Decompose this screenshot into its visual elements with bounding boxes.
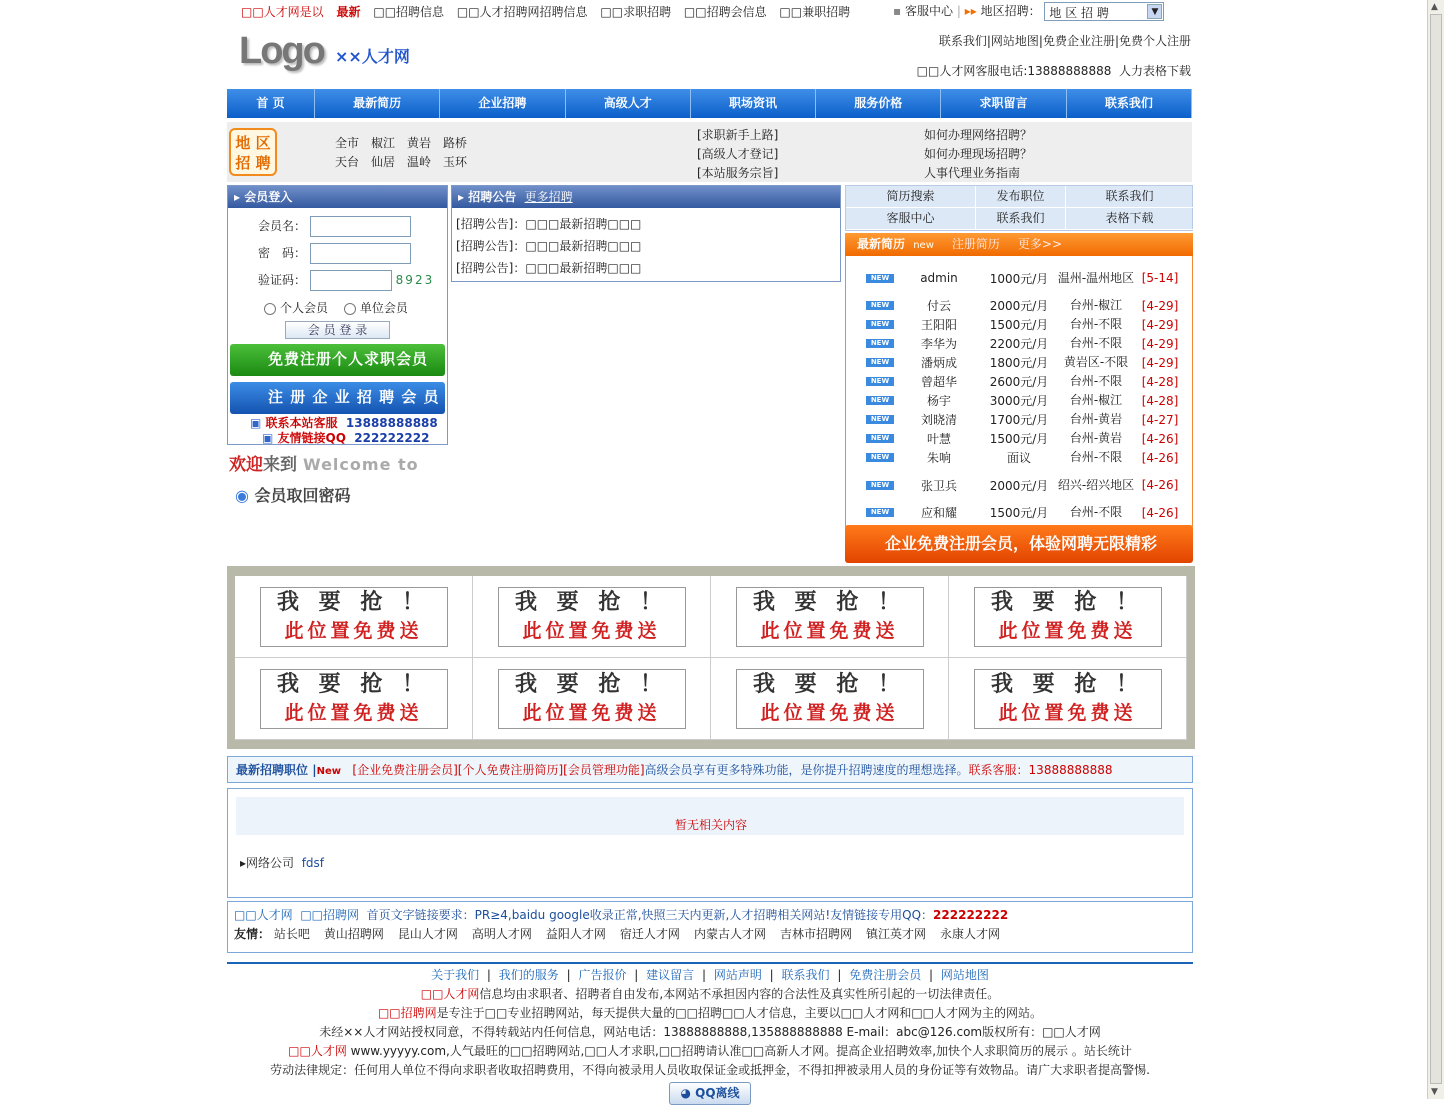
new-badge-icon: NEW [866, 301, 894, 310]
new-badge-icon: NEW [866, 320, 894, 329]
region-badge: 地 区 招 聘 [229, 128, 277, 176]
latest-jobs-box [227, 788, 1193, 898]
latest-label: 最新 [336, 5, 361, 19]
faq-link[interactable]: 如何办理现场招聘？ [924, 147, 1033, 161]
site-name: ××人才网 [335, 47, 410, 66]
nav-resumes[interactable]: 最新简历 [315, 89, 440, 118]
footer-link[interactable]: 广告报价 [578, 968, 627, 982]
resume-location: 温州-温州地区 [1057, 270, 1135, 285]
resume-row[interactable] [846, 260, 1192, 296]
login-header: ▸ 会员登入 [228, 186, 447, 208]
resume-location: 绍兴-绍兴地区 [1057, 477, 1135, 492]
faq-links [924, 126, 1032, 183]
service-link[interactable]: 客服中心 [904, 4, 953, 18]
resume-salary: 1000元/月 [989, 271, 1049, 286]
resume-row[interactable] [846, 429, 1192, 448]
resume-salary: 1800元/月 [989, 356, 1049, 370]
footer-link[interactable]: 建议留言 [646, 968, 695, 982]
main-nav [227, 89, 1192, 118]
ad-slot[interactable] [235, 658, 473, 740]
footer-link[interactable]: 免费注册会员 [849, 968, 922, 982]
site-logo[interactable]: Logo [239, 30, 324, 72]
footer: 关于我们 | 我们的服务 | 广告报价 | 建议留言 | 网站声明 | 联系我们 | 免费注册会员 | 网站地图 □□人才网信息均由求职者、招聘者自由发布,本网站不承担因内容的合法性及真实性所引起的一切法律责任。 □□招聘网是专注于□□专业招聘网站，每天提供大量的□□招聘□□人才信息，主要以□□人才网和□□人才网为主的网站。 未经××人才网站授权同意，不得转载站内任何信息，网站电话：13888888888,135888888888 E-mail：abc@126.com版权所有：□□人才网 □□人才网 www.yyyyy.com,人气最旺的□□招聘网站,□□人才求职,□□招聘请认准□□高新人才网。提高企业招聘效率,加快个人求职简历的展示 。站长统计 劳动法律规定：任何用人单位不得向求职者收取招聘费用，不得向被录用人员收取保证金或抵押金，不得扣押被录用人员的身份证等有效物品。请广大求职者提高警惕. ◕ QQ离线 [227, 962, 1193, 1105]
announcement-item[interactable]: [招聘公告]：□□□最新招聘□□□ [456, 261, 642, 275]
resume-date: [4-26] [1141, 505, 1179, 520]
job-row[interactable]: ▸网络公司 fdsf [240, 856, 325, 870]
footer-site-link[interactable]: □□招聘网 [300, 908, 360, 922]
resume-date: [4-29] [1141, 336, 1179, 351]
new-badge-icon: NEW [866, 377, 894, 386]
resume-location: 台州-椒江 [1069, 298, 1123, 312]
footer-link[interactable]: 联系我们 [781, 968, 830, 982]
tab-contact[interactable]: 联系我们 [1066, 186, 1194, 208]
nav-home[interactable]: 首 页 [227, 89, 315, 118]
resume-salary: 3000元/月 [989, 394, 1049, 408]
resume-name[interactable]: 李华为 [920, 337, 957, 351]
ad-box[interactable]: 我 要 抢 ！ 此位置免费送 [736, 669, 924, 729]
guide-link[interactable]: [高级人才登记] [697, 147, 779, 161]
resume-row[interactable] [846, 448, 1192, 467]
ad-box[interactable]: 我 要 抢 ！ 此位置免费送 [260, 669, 448, 729]
resume-location: 台州-不限 [1069, 317, 1123, 331]
resume-salary: 1500元/月 [989, 432, 1049, 446]
new-badge-icon: NEW [866, 434, 894, 443]
footer-site-link[interactable]: □□人才网 [234, 908, 293, 922]
footer-link[interactable]: 网站地图 [940, 968, 989, 982]
nav-contact[interactable]: 联系我们 [1067, 89, 1192, 118]
city-link[interactable]: 仙居 [371, 155, 396, 169]
nav-messages[interactable]: 求职留言 [941, 89, 1066, 118]
resume-salary: 1500元/月 [989, 506, 1049, 520]
city-link[interactable]: 全市 [335, 136, 360, 150]
ad-box[interactable]: 我 要 抢 ！ 此位置免费送 [974, 587, 1162, 647]
nav-pricing[interactable]: 服务价格 [816, 89, 941, 118]
scroll-down-icon[interactable]: ▼ [1431, 1087, 1438, 1097]
qq-icon: ◕ [680, 1086, 696, 1100]
city-link[interactable]: 黄岩 [407, 136, 432, 150]
faq-link[interactable]: 如何办理网络招聘？ [924, 128, 1033, 142]
tab-post-job[interactable]: 发布职位 [976, 186, 1066, 208]
resume-name[interactable]: 曾超华 [920, 375, 957, 389]
username-input[interactable] [310, 216, 411, 237]
resume-row[interactable] [846, 353, 1192, 372]
resume-name[interactable]: admin [920, 271, 958, 285]
footer-link[interactable]: 我们的服务 [498, 968, 559, 982]
company-radio[interactable] [344, 303, 356, 315]
ad-slot[interactable] [949, 576, 1187, 658]
region-band [227, 122, 1192, 182]
resume-date: [4-29] [1141, 298, 1179, 313]
arrow-icon: ▸ [458, 190, 469, 204]
scroll-up-icon[interactable]: ▲ [1431, 2, 1438, 12]
top-link[interactable]: □□招聘信息 [373, 5, 445, 19]
resume-name[interactable]: 王阳阳 [920, 318, 957, 332]
region-label: 地区招聘： [980, 4, 1041, 18]
captcha-row: 验证码： 8923 [258, 270, 434, 291]
resume-name[interactable]: 杨宇 [926, 394, 951, 408]
resume-location: 台州-不限 [1069, 336, 1123, 350]
new-badge-icon: NEW [866, 508, 894, 517]
retrieve-password-link[interactable]: ◉ 会员取回密码 [235, 486, 351, 505]
username-row: 会员名： [258, 216, 411, 237]
ad-slot[interactable] [711, 576, 949, 658]
top-bar: □□人才网是以 最新 □□招聘信息 □□人才招聘网招聘信息 □□求职招聘 □□招聘会信息 □□兼职招聘 ▪ 客服中心 | ▸▸ 地区招聘： 地 区 招 聘 ▼ [227, 0, 1195, 22]
new-badge-icon: NEW [866, 339, 894, 348]
more-resumes-link[interactable]: 更多>> [1017, 237, 1063, 251]
ad-slot[interactable] [473, 658, 711, 740]
nav-senior[interactable]: 高级人才 [566, 89, 691, 118]
resume-list [845, 256, 1193, 527]
personal-radio[interactable] [264, 303, 276, 315]
friend-link[interactable]: 内蒙古人才网 [693, 927, 766, 941]
ad-box[interactable]: 我 要 抢 ！ 此位置免费送 [498, 587, 686, 647]
scrollbar-thumb[interactable] [1430, 14, 1442, 1084]
square-icon: ▣ [262, 431, 278, 445]
resume-name[interactable]: 潘炳成 [920, 356, 957, 370]
city-link[interactable]: 玉环 [443, 155, 468, 169]
city-list [335, 134, 479, 172]
guide-link[interactable]: [求职新手上路] [697, 128, 779, 142]
resume-panel [845, 185, 1193, 527]
resume-date: [4-27] [1141, 412, 1179, 427]
password-row: 密 码： [258, 243, 411, 264]
region-select[interactable]: 地 区 招 聘 ▼ [1044, 2, 1164, 21]
resume-location: 台州-不限 [1069, 505, 1123, 519]
chevron-down-icon: ▼ [1147, 4, 1162, 19]
resume-salary: 2200元/月 [989, 337, 1049, 351]
resume-location: 台州-不限 [1069, 450, 1123, 464]
qq-offline-button[interactable]: ◕ QQ离线 [669, 1082, 750, 1105]
city-link[interactable]: 椒江 [371, 136, 396, 150]
friend-link[interactable]: 镇江英才网 [865, 927, 926, 941]
empty-message: 暂无相关内容 [674, 818, 747, 832]
ad-slot[interactable] [949, 658, 1187, 740]
friend-link[interactable]: 站长吧 [273, 927, 310, 941]
city-link[interactable]: 路桥 [443, 136, 468, 150]
resume-date: [4-29] [1141, 317, 1179, 332]
resume-row[interactable] [846, 410, 1192, 429]
resume-date: [4-26] [1141, 450, 1179, 465]
friend-link[interactable]: 黄山招聘网 [323, 927, 384, 941]
resume-location: 黄岩区-不限 [1063, 355, 1129, 369]
friend-link[interactable]: 宿迁人才网 [619, 927, 680, 941]
square-icon: ▣ [250, 416, 266, 430]
announcement-item[interactable]: [招聘公告]：□□□最新招聘□□□ [456, 239, 642, 253]
resume-row[interactable] [846, 334, 1192, 353]
top-link[interactable]: □□求职招聘 [600, 5, 672, 19]
captcha-image: 8923 [395, 273, 435, 287]
resume-row[interactable] [846, 467, 1192, 503]
new-badge-icon: NEW [866, 396, 894, 405]
company-register-banner[interactable]: 企业免费注册会员，体验网聘无限精彩 [845, 525, 1193, 563]
resume-salary: 1500元/月 [989, 318, 1049, 332]
welcome-banner: 欢迎来到 Welcome to [229, 455, 419, 475]
header-phone: □□人才网客服电话:13888888888 人力表格下载 [916, 64, 1191, 78]
footer-links: 关于我们 | 我们的服务 | 广告报价 | 建议留言 | 网站声明 | 联系我们 | 免费注册会员 | 网站地图 [431, 968, 989, 982]
arrow-icon: ▸▸ [964, 4, 977, 18]
resume-date: [4-28] [1141, 393, 1179, 408]
guide-link[interactable]: [本站服务宗旨] [697, 166, 779, 180]
friend-link[interactable]: 昆山人才网 [397, 927, 458, 941]
new-badge-icon: NEW [866, 358, 894, 367]
resume-location: 台州-黄岩 [1069, 412, 1123, 426]
ad-slot[interactable] [473, 576, 711, 658]
resume-salary: 2600元/月 [989, 375, 1049, 389]
arrow-icon: ▸ [240, 856, 247, 870]
resume-date: [4-26] [1141, 431, 1179, 446]
resume-salary: 2000元/月 [989, 478, 1049, 493]
password-input[interactable] [310, 243, 411, 264]
captcha-input[interactable] [310, 270, 392, 291]
latest-jobs-header: 最新招聘职位 |New [企业免费注册会员][个人免费注册简历][会员管理功能]高级会员享有更多特殊功能，是你提升招聘速度的理想选择。联系客服：13888888888 [227, 756, 1193, 783]
contact-row: ▣ 联系本站客服 13888888888 [250, 416, 438, 430]
top-link[interactable]: □□人才招聘网招聘信息 [456, 5, 588, 19]
resume-row[interactable] [846, 503, 1192, 522]
friend-links: □□人才网 □□招聘网 首页文字链接要求：PR≥4,baidu google收录正常,快照三天内更新,人才招聘相关网站!友情链接专用QQ：222222222 友情： 站长吧 黄山招聘网 昆山人才网 高明人才网 益阳人才网 宿迁人才网 内蒙古人才网 吉林市招聘网 镇江英才网 永康人才网 [227, 901, 1193, 953]
resume-date: [5-14] [1141, 271, 1179, 285]
jobs-quick-links[interactable]: [企业免费注册会员][个人免费注册简历][会员管理功能] [352, 763, 645, 777]
ad-box[interactable]: 我 要 抢 ！ 此位置免费送 [260, 587, 448, 647]
resume-location: 台州-黄岩 [1069, 431, 1123, 445]
tab-resume-search[interactable]: 简历搜索 [846, 186, 976, 208]
top-link[interactable]: □□兼职招聘 [779, 5, 851, 19]
resume-row[interactable] [846, 372, 1192, 391]
announcement-item[interactable]: [招聘公告]：□□□最新招聘□□□ [456, 217, 642, 231]
ad-box[interactable]: 我 要 抢 ！ 此位置免费送 [498, 669, 686, 729]
vertical-scrollbar[interactable] [1427, 0, 1444, 1099]
more-jobs-link[interactable]: 更多招聘 [524, 190, 573, 204]
new-badge-icon: NEW [866, 274, 894, 283]
ad-slot[interactable] [711, 658, 949, 740]
resume-date: [4-28] [1141, 374, 1179, 389]
announcement-panel [451, 185, 841, 282]
friend-link[interactable]: 吉林市招聘网 [779, 927, 852, 941]
tab-forms[interactable]: 表格下载 [1066, 208, 1194, 230]
marquee-text: □□人才网是以 [241, 5, 324, 19]
resume-date: [4-26] [1141, 478, 1179, 492]
resume-location: 台州-不限 [1069, 374, 1123, 388]
resume-name[interactable]: 应和耀 [920, 506, 957, 520]
resume-salary: 1700元/月 [989, 413, 1049, 427]
tab-contact-2[interactable]: 联系我们 [976, 208, 1066, 230]
announcement-header: ▸ 招聘公告 更多招聘 [452, 186, 840, 208]
resume-salary: 面议 [1006, 451, 1031, 465]
resume-name[interactable]: 付云 [926, 299, 951, 313]
friend-link[interactable]: 永康人才网 [939, 927, 1000, 941]
resume-salary: 2000元/月 [989, 299, 1049, 313]
login-panel [227, 185, 448, 445]
friend-link[interactable]: 高明人才网 [471, 927, 532, 941]
resume-name[interactable]: 刘晓清 [920, 413, 957, 427]
header-links[interactable]: 联系我们|网站地图|免费企业注册|免费个人注册 [938, 34, 1191, 48]
resume-header: 最新简历 new 注册简历 更多>> [845, 233, 1193, 256]
resume-name[interactable]: 朱响 [926, 451, 951, 465]
friend-link[interactable]: 益阳人才网 [545, 927, 606, 941]
ad-box[interactable]: 我 要 抢 ！ 此位置免费送 [736, 587, 924, 647]
footer-link[interactable]: 关于我们 [431, 968, 480, 982]
resume-row[interactable] [846, 391, 1192, 410]
ad-grid [235, 576, 1187, 740]
arrow-icon: ▸ [234, 190, 245, 204]
city-link[interactable]: 天台 [335, 155, 360, 169]
faq-link[interactable]: 人事代理业务指南 [924, 166, 1021, 180]
city-link[interactable]: 温岭 [407, 155, 432, 169]
nav-companies[interactable]: 企业招聘 [440, 89, 565, 118]
new-badge-icon: NEW [866, 453, 894, 462]
member-type: 个人会员 单位会员 [264, 299, 408, 316]
register-resume-link[interactable]: 注册简历 [951, 237, 1000, 251]
resume-row[interactable] [846, 296, 1192, 315]
dot-icon: ▪ [893, 4, 902, 18]
nav-news[interactable]: 职场资讯 [691, 89, 816, 118]
new-badge-icon: NEW [866, 415, 894, 424]
login-button[interactable]: 会 员 登 录 [285, 321, 390, 339]
friend-qq-row: ▣ 友情链接QQ 222222222 [262, 431, 430, 445]
guide-links [697, 126, 778, 183]
quick-tabs [845, 185, 1193, 231]
resume-location: 台州-椒江 [1069, 393, 1123, 407]
download-link[interactable]: 人力表格下载 [1118, 64, 1191, 78]
resume-row[interactable] [846, 315, 1192, 334]
register-company-button[interactable]: 注 册 企 业 招 聘 会 员 [230, 382, 445, 414]
top-link[interactable]: □□招聘会信息 [683, 5, 767, 19]
resume-date: [4-29] [1141, 355, 1179, 370]
register-personal-button[interactable]: 免费注册个人求职会员 [230, 344, 445, 376]
resume-name[interactable]: 叶慧 [926, 432, 951, 446]
ad-section [227, 566, 1195, 749]
user-icon: ◉ [235, 486, 255, 505]
resume-name[interactable]: 张卫兵 [920, 478, 957, 493]
footer-link[interactable]: 网站声明 [713, 968, 762, 982]
tab-service[interactable]: 客服中心 [846, 208, 976, 230]
new-badge-icon: NEW [866, 481, 894, 490]
ad-box[interactable]: 我 要 抢 ！ 此位置免费送 [974, 669, 1162, 729]
ad-slot[interactable] [235, 576, 473, 658]
